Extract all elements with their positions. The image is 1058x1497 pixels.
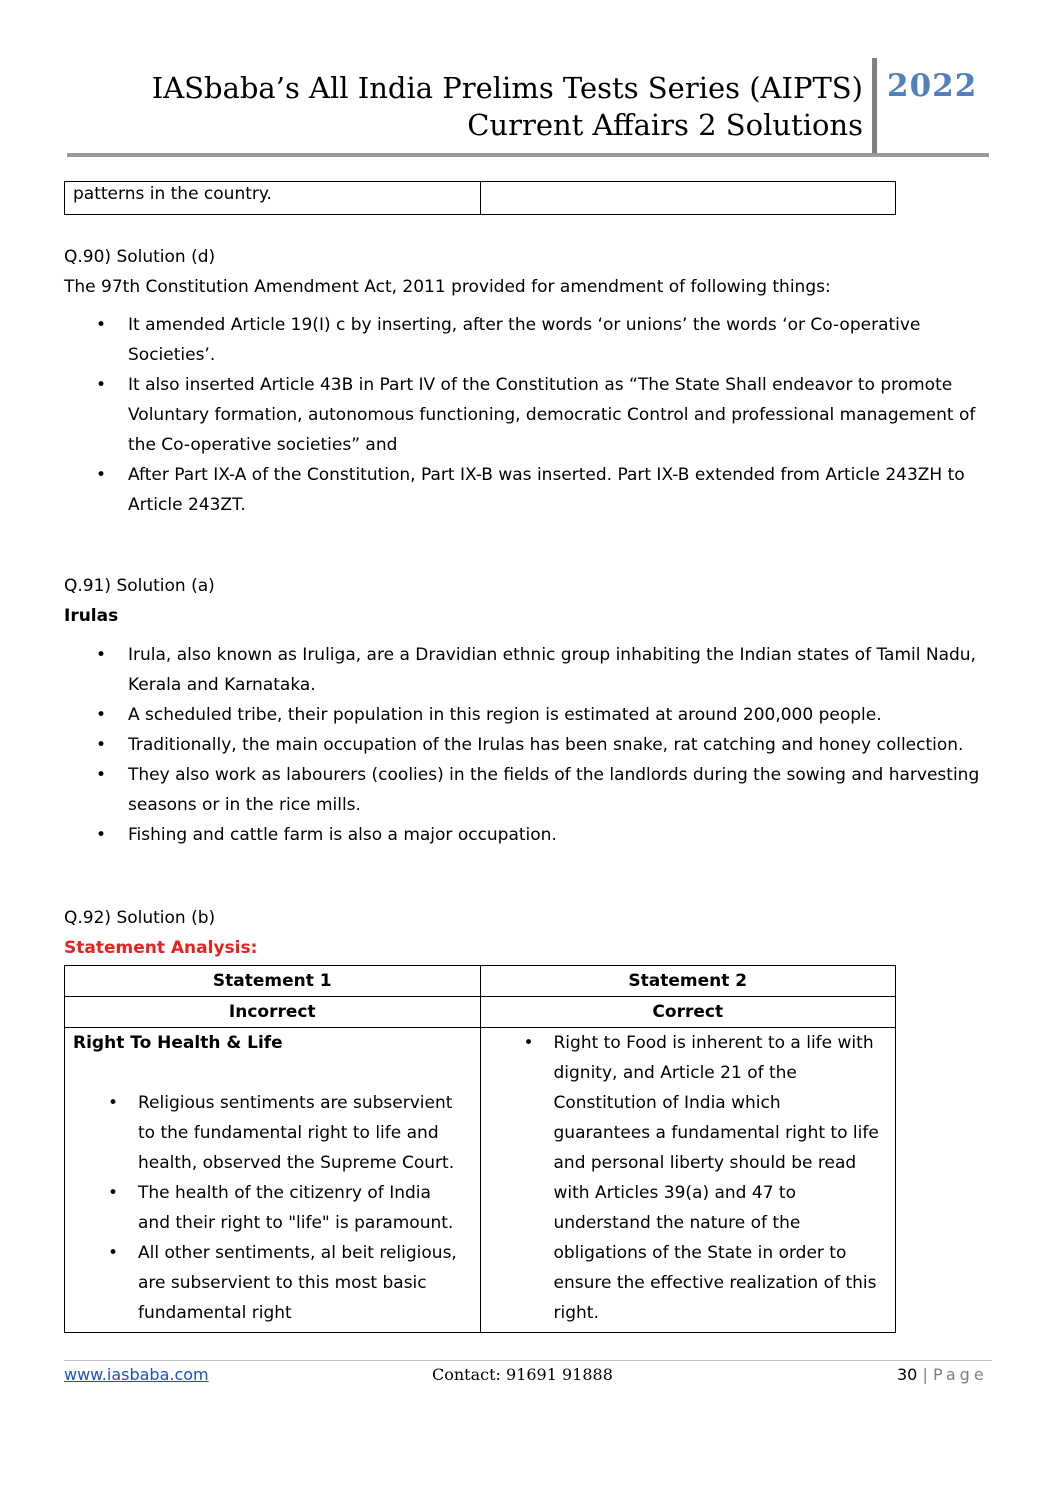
page-header — [0, 0, 1058, 160]
list-item: • Irula, also known as Iruliga, are a Dravidian ethnic group inhabiting the Indian states of Tamil Nadu, Kerala and Karnataka. — [64, 640, 994, 700]
statement-1-title: Right To Health & Life — [73, 1033, 283, 1053]
title-line-1: IASbaba’s All India Prelims Tests Series (AIPTS) — [151, 71, 863, 105]
verdict-row — [65, 997, 896, 1028]
year-label: 2022 — [887, 68, 978, 104]
website-link[interactable]: www.iasbaba.com — [64, 1365, 209, 1384]
verdict-statement-2: Correct — [480, 997, 896, 1028]
q91-topic: Irulas — [64, 606, 119, 626]
statement-2-explanation — [480, 1028, 896, 1333]
list-item: • After Part IX-A of the Constitution, Part IX-B was inserted. Part IX-B extended from Article 243ZH to Article 243ZT. — [64, 460, 994, 520]
list-item: • It amended Article 19(I) c by inserting, after the words ‘or unions’ the words ‘or Co-operative Societies’. — [64, 310, 994, 370]
column-header-statement-1: Statement 1 — [65, 966, 481, 997]
column-header-statement-2: Statement 2 — [480, 966, 896, 997]
page-label: Page — [932, 1365, 988, 1384]
document-title — [152, 70, 863, 144]
contact-info: Contact: 91691 91888 — [432, 1365, 613, 1384]
list-item: • A scheduled tribe, their population in this region is estimated at around 200,000 people. — [64, 700, 994, 730]
q90-heading: Q.90) Solution (d) — [64, 247, 216, 267]
q91-heading: Q.91) Solution (a) — [64, 576, 215, 596]
q92-section — [64, 903, 994, 963]
page-number — [897, 1365, 988, 1384]
statement-analysis-label: Statement Analysis: — [64, 938, 258, 958]
list-item: • Fishing and cattle farm is also a major occupation. — [64, 820, 994, 850]
page-separator: | — [922, 1365, 928, 1384]
q91-bullet-list — [64, 640, 994, 850]
statement-analysis-table — [64, 965, 896, 1333]
statement-1-bullets — [73, 1088, 472, 1328]
header-divider — [872, 58, 877, 155]
table-row — [65, 182, 896, 215]
list-item: • It also inserted Article 43B in Part IV of the Constitution as “The State Shall endeavor to promote Voluntary formation, autonomous functioning, democratic Control and professional management of the Co-operative societies” and — [64, 370, 994, 460]
list-item: • All other sentiments, al beit religious, are subservient to this most basic fundamental right — [73, 1238, 466, 1328]
q90-intro: The 97th Constitution Amendment Act, 2011 provided for amendment of following things: — [64, 277, 831, 297]
verdict-statement-1: Incorrect — [65, 997, 481, 1028]
list-item: • Right to Food is inherent to a life with dignity, and Article 21 of the Constitution of India which guarantees a fundamental right to life and personal liberty should be read with Articles 39(a) and 47 to understand the nature of the obligations of the State in order to ensure the effective realization of this right. — [489, 1028, 882, 1328]
q92-heading: Q.92) Solution (b) — [64, 908, 216, 928]
q90-bullet-list — [64, 310, 994, 520]
header-rule — [67, 153, 989, 157]
table-cell: patterns in the country. — [65, 182, 481, 215]
q91-section — [64, 571, 994, 850]
statement-2-bullets — [489, 1028, 888, 1328]
table-cell — [480, 182, 896, 215]
list-item: • They also work as labourers (coolies) in the fields of the landlords during the sowing and harvesting seasons or in the rice mills. — [64, 760, 994, 820]
list-item: • Traditionally, the main occupation of the Irulas has been snake, rat catching and honey collection. — [64, 730, 994, 760]
title-line-2: Current Affairs 2 Solutions — [467, 108, 863, 142]
statement-1-explanation — [65, 1028, 481, 1333]
page-number-value: 30 — [897, 1365, 918, 1384]
list-item: • Religious sentiments are subservient to the fundamental right to life and health, observed the Supreme Court. — [73, 1088, 466, 1178]
q90-section — [64, 242, 994, 520]
table-header-row — [65, 966, 896, 997]
footer-rule — [64, 1360, 992, 1361]
list-item: • The health of the citizenry of India and their right to "life" is paramount. — [73, 1178, 466, 1238]
table-row — [65, 1028, 896, 1333]
continued-table — [64, 181, 896, 215]
